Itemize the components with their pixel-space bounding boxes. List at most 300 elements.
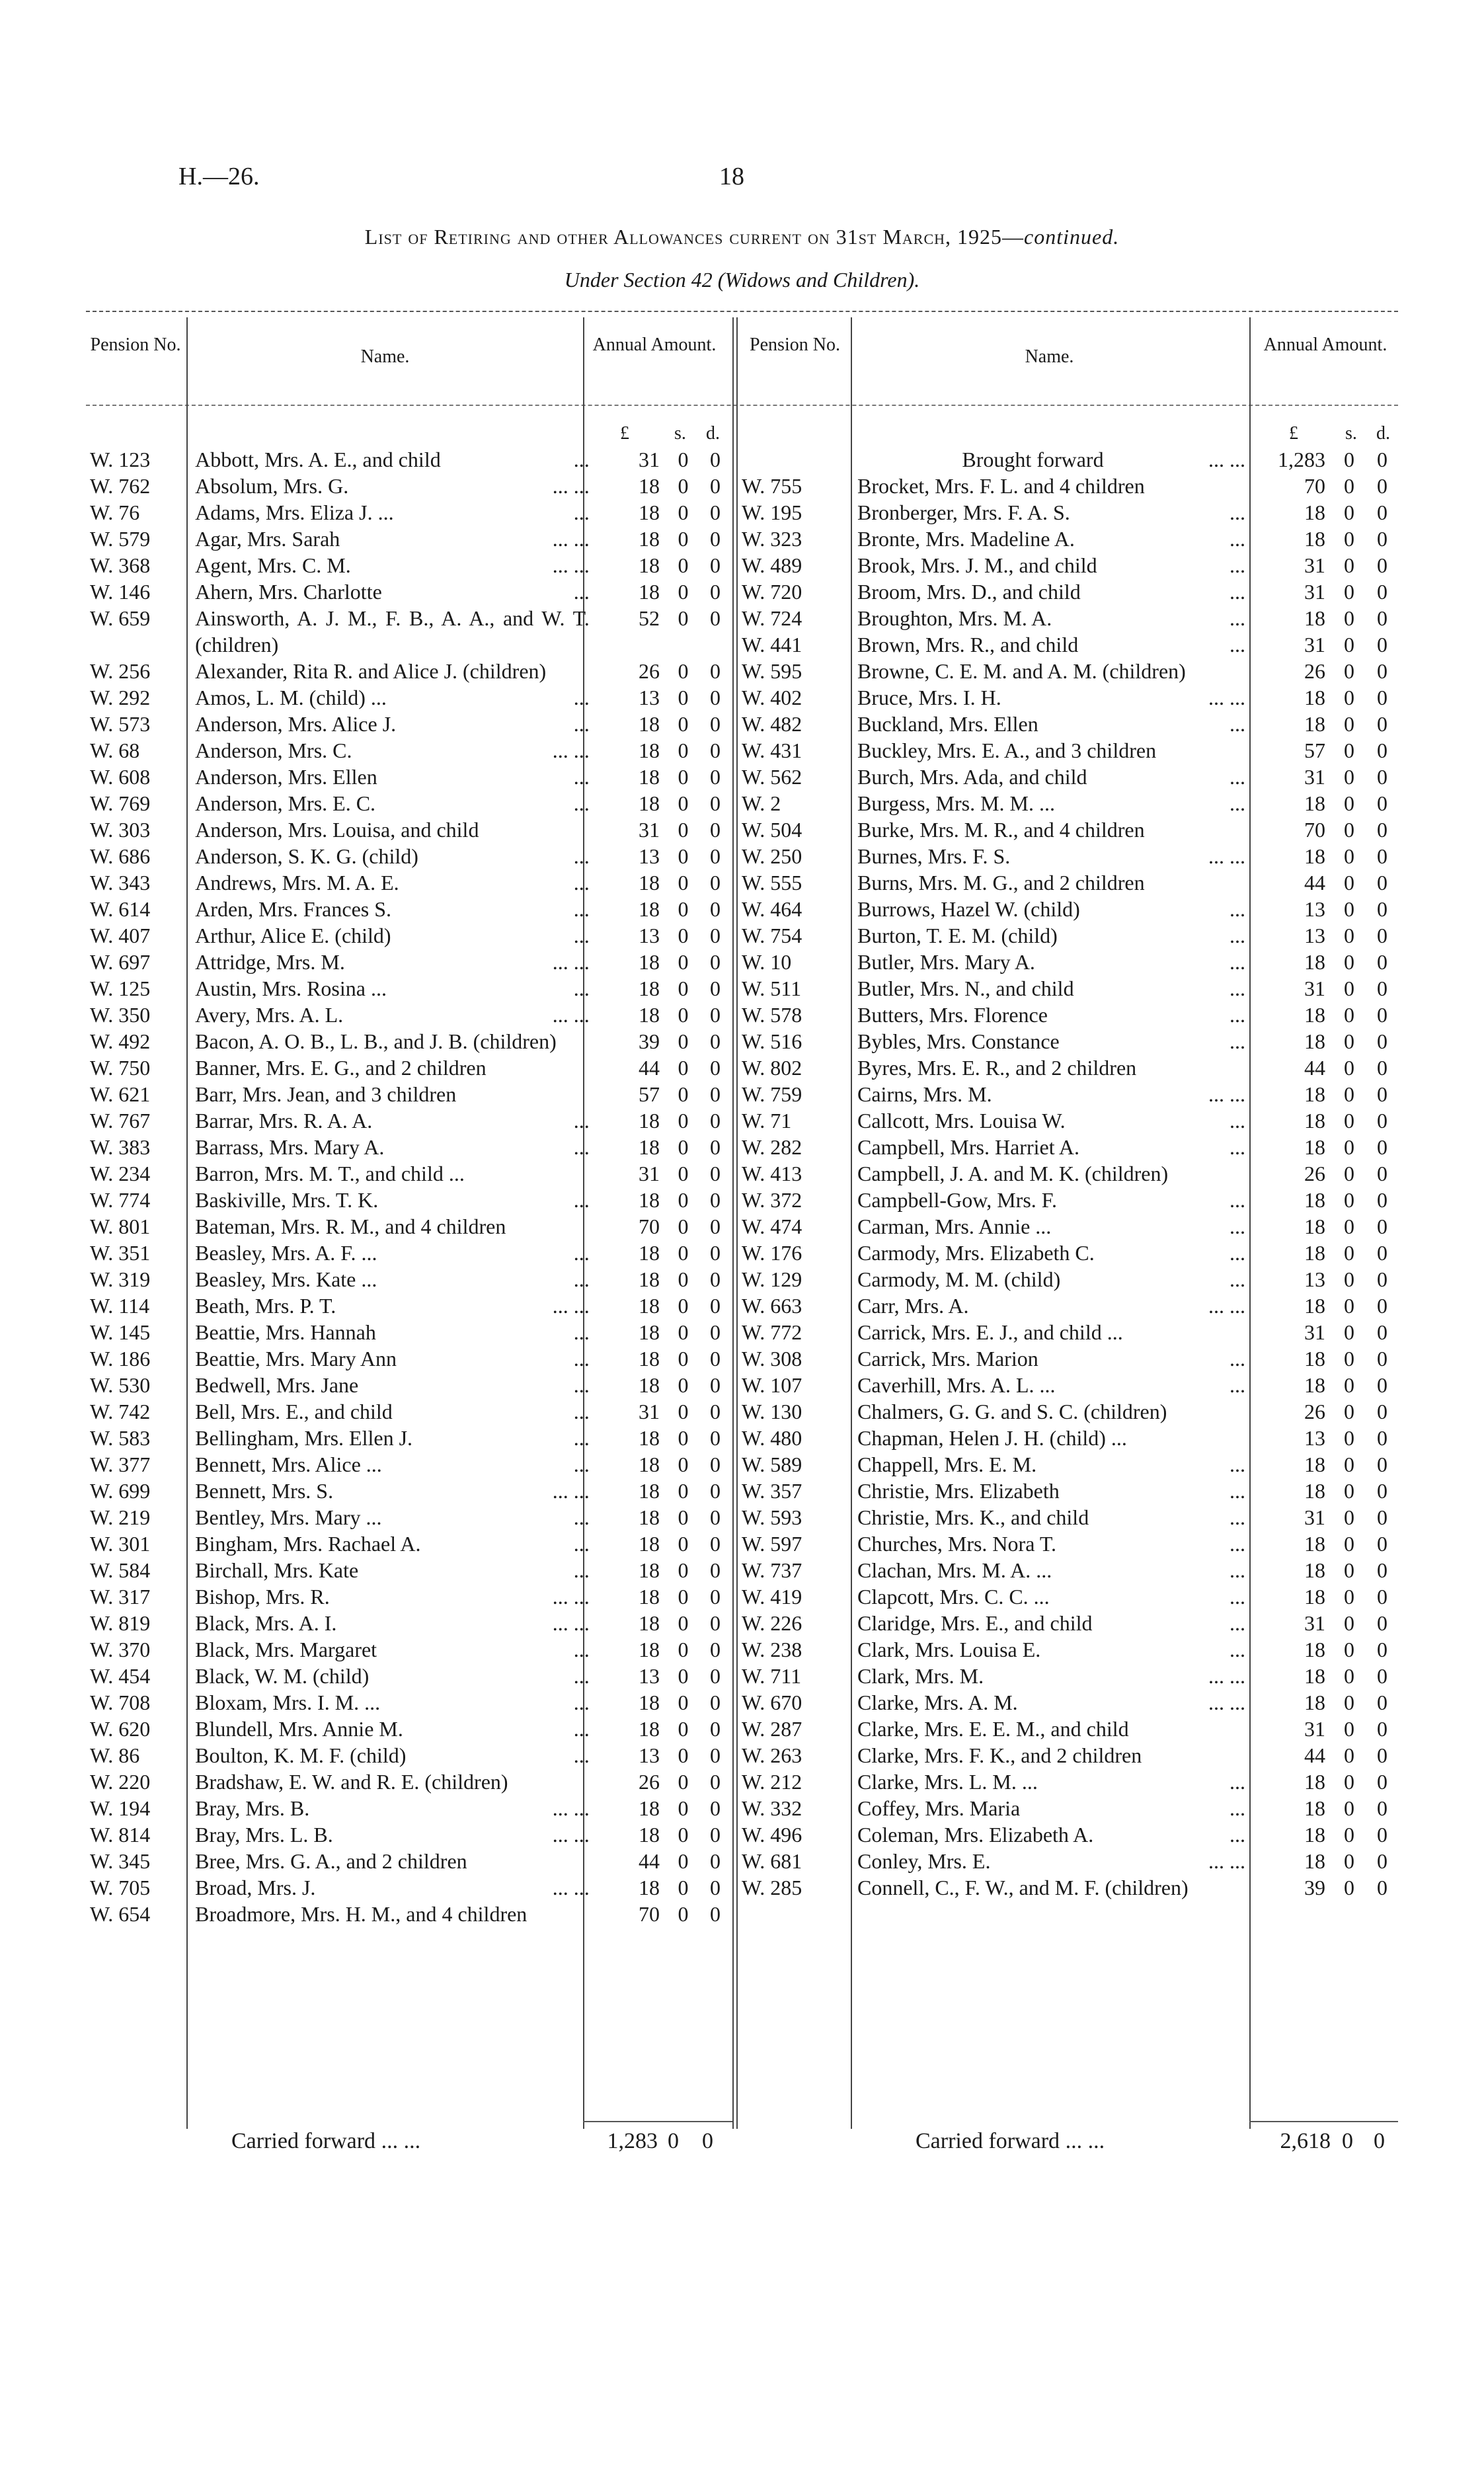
amount-pence: 0	[710, 1796, 721, 1820]
recipient-name: Barron, Mrs. M. T., and child ...	[195, 1162, 465, 1185]
amount-shillings: 0	[1344, 1003, 1354, 1027]
right-pence-header: d.	[1376, 423, 1390, 444]
leader-dots: ...	[573, 1558, 590, 1582]
pension-number: W. 516	[742, 1029, 802, 1053]
amount-shillings: 0	[678, 1188, 689, 1212]
pension-number: W. 145	[90, 1320, 151, 1344]
amount-pence: 0	[1377, 924, 1387, 947]
amount-shillings: 0	[678, 1214, 689, 1238]
amount-pounds: 13	[638, 686, 660, 709]
allowance-name	[188, 499, 594, 526]
allowance-name	[851, 1451, 1249, 1478]
pension-number: W. 621	[90, 1082, 151, 1106]
leader-dots: ...	[573, 686, 590, 709]
allowance-name	[188, 1425, 594, 1451]
table-row	[738, 1742, 1398, 1769]
recipient-name: Carrick, Mrs. E. J., and child ...	[857, 1320, 1123, 1344]
recipient-name: Bray, Mrs. L. B.	[195, 1823, 333, 1847]
amount-shillings: 0	[1344, 1585, 1354, 1609]
amount-pence: 0	[1377, 633, 1387, 657]
allowance-name	[851, 1425, 1249, 1451]
recipient-name: Black, Mrs. A. I.	[195, 1611, 337, 1635]
right-pension-header: Pension No.	[750, 335, 840, 355]
recipient-name: Bray, Mrs. B.	[195, 1796, 310, 1820]
amount-pence: 0	[1377, 1135, 1387, 1159]
table-row	[86, 1742, 730, 1769]
amount-pounds: 26	[1304, 1400, 1325, 1423]
amount-pence: 0	[1377, 1320, 1387, 1344]
leader-dots: ... ...	[552, 1003, 590, 1027]
amount-shillings: 0	[678, 1347, 689, 1371]
amount-pounds: 44	[638, 1849, 660, 1873]
table-row	[86, 1160, 730, 1187]
recipient-name: Ahern, Mrs. Charlotte	[195, 580, 382, 604]
allowance-name	[188, 869, 594, 896]
recipient-name: Banner, Mrs. E. G., and 2 children	[195, 1056, 487, 1080]
recipient-name: Alexander, Rita R. and Alice J. (children)	[195, 659, 547, 683]
amount-pence: 0	[710, 686, 721, 709]
amount-pounds: 52	[638, 606, 660, 630]
amount-pence: 0	[1377, 1347, 1387, 1371]
recipient-name: Bybles, Mrs. Constance	[857, 1029, 1060, 1053]
allowance-name	[851, 1081, 1249, 1107]
allowance-name	[188, 658, 594, 684]
amount-shillings: 0	[678, 765, 689, 789]
amount-pounds: 18	[638, 950, 660, 974]
recipient-name: Bishop, Mrs. R.	[195, 1585, 330, 1609]
amount-pence: 0	[1377, 1426, 1387, 1450]
recipient-name: Bronberger, Mrs. F. A. S.	[857, 500, 1070, 524]
recipient-name: Bedwell, Mrs. Jane	[195, 1373, 359, 1397]
amount-pounds: 70	[1304, 474, 1325, 498]
amount-shillings: 0	[1344, 527, 1354, 551]
amount-pounds: 31	[638, 448, 660, 471]
leader-dots: ...	[573, 871, 590, 895]
pension-number: W. 711	[742, 1664, 802, 1688]
pension-number: W. 670	[742, 1691, 802, 1714]
recipient-name: Broom, Mrs. D., and child	[857, 580, 1081, 604]
leader-dots: ... ...	[1208, 686, 1245, 709]
left-total-rule	[583, 2121, 732, 2122]
recipient-name: Bronte, Mrs. Madeline A.	[857, 527, 1075, 551]
leader-dots: ...	[573, 1743, 590, 1767]
amount-pence: 0	[1377, 1876, 1387, 1899]
table-row	[86, 1636, 730, 1663]
amount-pence: 0	[1377, 738, 1387, 762]
amount-pounds: 18	[638, 1558, 660, 1582]
allowance-name	[188, 737, 594, 764]
amount-pounds: 44	[1304, 871, 1325, 895]
allowance-name	[851, 1055, 1249, 1081]
allowance-name	[188, 1372, 594, 1398]
pension-number: W. 742	[90, 1400, 151, 1423]
pension-number: W. 489	[742, 553, 802, 577]
allowance-name	[188, 1134, 594, 1160]
amount-shillings: 0	[1344, 1426, 1354, 1450]
amount-pounds: 44	[638, 1056, 660, 1080]
recipient-name: Christie, Mrs. K., and child	[857, 1505, 1089, 1529]
pension-number: W. 350	[90, 1003, 151, 1027]
amount-pounds: 31	[638, 818, 660, 842]
amount-pounds: 18	[638, 1479, 660, 1503]
leader-dots: ...	[573, 976, 590, 1000]
allowance-name	[188, 1874, 594, 1901]
allowance-name	[188, 1689, 594, 1716]
recipient-name: Austin, Mrs. Rosina ...	[195, 976, 387, 1000]
amount-pounds: 18	[1304, 500, 1325, 524]
amount-shillings: 0	[678, 1691, 689, 1714]
leader-dots: ...	[573, 1505, 590, 1529]
allowance-name	[851, 1134, 1249, 1160]
allowance-name	[851, 1372, 1249, 1398]
table-row	[738, 949, 1398, 975]
amount-pence: 0	[1377, 1188, 1387, 1212]
table-row	[738, 1293, 1398, 1319]
table-row	[738, 526, 1398, 552]
recipient-name: Coffey, Mrs. Maria	[857, 1796, 1021, 1820]
allowance-name	[188, 1107, 594, 1134]
amount-pence: 0	[1377, 1585, 1387, 1609]
table-row	[86, 843, 730, 869]
amount-pence: 0	[710, 818, 721, 842]
brought-forward-label	[851, 446, 1249, 473]
section-subtitle: Under Section 42 (Widows and Children).	[564, 268, 920, 292]
amount-pence: 0	[1377, 1056, 1387, 1080]
allowance-name	[851, 1848, 1249, 1874]
allowance-name	[851, 975, 1249, 1002]
amount-pounds: 18	[638, 1453, 660, 1476]
allowance-name	[851, 684, 1249, 711]
table-row	[738, 1187, 1398, 1213]
leader-dots: ...	[573, 500, 590, 524]
amount-pence: 0	[710, 1003, 721, 1027]
amount-pounds: 31	[1304, 553, 1325, 577]
allowance-name	[188, 1160, 594, 1187]
pension-number: W. 317	[90, 1585, 151, 1609]
amount-pence: 0	[1377, 1082, 1387, 1106]
table-row	[86, 1504, 730, 1531]
recipient-name: Burrows, Hazel W. (child)	[857, 897, 1080, 921]
amount-pence: 0	[1377, 1294, 1387, 1318]
recipient-name: Churches, Mrs. Nora T.	[857, 1532, 1056, 1556]
amount-pence: 0	[710, 1453, 721, 1476]
allowance-name	[851, 1293, 1249, 1319]
amount-shillings: 0	[1344, 1558, 1354, 1582]
recipient-name: Bacon, A. O. B., L. B., and J. B. (children)	[195, 1029, 557, 1053]
table-row	[738, 578, 1398, 605]
pension-number: W. 579	[90, 527, 151, 551]
table-row	[738, 1451, 1398, 1478]
pension-number: W. 2	[742, 791, 781, 815]
amount-pence: 0	[710, 1902, 721, 1926]
recipient-name: Carr, Mrs. A.	[857, 1294, 969, 1318]
table-row	[86, 1293, 730, 1319]
pension-number: W. 351	[90, 1241, 151, 1265]
amount-pounds: 18	[638, 1003, 660, 1027]
amount-pounds: 18	[638, 1823, 660, 1847]
left-carried-forward-pounds: 1,283	[607, 2129, 658, 2153]
table-row	[86, 1610, 730, 1636]
amount-pence: 0	[710, 871, 721, 895]
amount-pounds: 18	[638, 527, 660, 551]
allowance-name	[188, 790, 594, 816]
table-row	[86, 1663, 730, 1689]
amount-pounds: 18	[638, 1532, 660, 1556]
amount-pounds: 18	[1304, 527, 1325, 551]
allowance-name	[188, 1795, 594, 1821]
recipient-name: Barr, Mrs. Jean, and 3 children	[195, 1082, 457, 1106]
leader-dots: ... ...	[1208, 448, 1245, 471]
leader-dots: ...	[1230, 897, 1245, 921]
amount-pounds: 31	[1304, 580, 1325, 604]
amount-shillings: 0	[678, 1162, 689, 1185]
table-row	[738, 869, 1398, 896]
leader-dots: ... ...	[1208, 1691, 1245, 1714]
pension-number: W. 86	[90, 1743, 140, 1767]
amount-pence: 0	[1377, 686, 1387, 709]
amount-pence: 0	[710, 1876, 721, 1899]
amount-shillings: 0	[678, 1135, 689, 1159]
amount-pounds: 18	[1304, 1558, 1325, 1582]
pension-number: W. 372	[742, 1188, 802, 1212]
allowance-name	[851, 473, 1249, 499]
allowance-name	[851, 578, 1249, 605]
table-row	[86, 1795, 730, 1821]
table-row	[738, 1663, 1398, 1689]
recipient-name: Bingham, Mrs. Rachael A.	[195, 1532, 421, 1556]
recipient-name: Christie, Mrs. Elizabeth	[857, 1479, 1060, 1503]
amount-pence: 0	[710, 738, 721, 762]
pension-number: W. 234	[90, 1162, 151, 1185]
amount-pounds: 13	[638, 844, 660, 868]
leader-dots: ... ...	[552, 1823, 590, 1847]
table-row	[86, 1107, 730, 1134]
amount-shillings: 0	[1344, 1479, 1354, 1503]
allowance-name	[851, 1504, 1249, 1531]
amount-pounds: 18	[1304, 1347, 1325, 1371]
amount-shillings: 0	[678, 1902, 689, 1926]
amount-pence: 0	[710, 791, 721, 815]
leader-dots: ...	[1230, 1347, 1245, 1371]
pension-number: W. 146	[90, 580, 151, 604]
pension-number: W. 194	[90, 1796, 151, 1820]
leader-dots: ...	[1230, 1796, 1245, 1820]
amount-shillings: 0	[1344, 1532, 1354, 1556]
pension-number: W. 724	[742, 606, 802, 630]
right-allowance-table	[738, 446, 1398, 1901]
amount-shillings: 0	[1344, 765, 1354, 789]
leader-dots: ... ...	[552, 553, 590, 577]
amount-shillings: 0	[1344, 818, 1354, 842]
amount-pence: 0	[1377, 474, 1387, 498]
table-row	[738, 1425, 1398, 1451]
amount-pence: 0	[1377, 871, 1387, 895]
pension-number: W. 814	[90, 1823, 151, 1847]
allowance-name	[851, 1716, 1249, 1742]
right-amount-header: Annual Amount.	[1263, 335, 1387, 355]
leader-dots: ...	[573, 765, 590, 789]
amount-pounds: 18	[1304, 1294, 1325, 1318]
recipient-name: Clarke, Mrs. E. E. M., and child	[857, 1717, 1129, 1741]
pension-number: W. 767	[90, 1109, 151, 1133]
table-row	[738, 1716, 1398, 1742]
recipient-name: Bradshaw, E. W. and R. E. (children)	[195, 1770, 508, 1794]
amount-shillings: 0	[678, 1558, 689, 1582]
allowance-name	[851, 1821, 1249, 1848]
amount-pounds: 26	[638, 659, 660, 683]
amount-pounds: 26	[638, 1770, 660, 1794]
amount-pence: 0	[710, 1214, 721, 1238]
amount-pounds: 18	[1304, 1823, 1325, 1847]
leader-dots: ...	[1230, 1241, 1245, 1265]
pension-number: W. 125	[90, 976, 151, 1000]
leader-dots: ... ...	[552, 1294, 590, 1318]
amount-shillings: 0	[678, 924, 689, 947]
amount-pence: 0	[710, 1373, 721, 1397]
amount-shillings: 0	[1344, 1214, 1354, 1238]
leader-dots: ...	[1230, 1003, 1245, 1027]
amount-pounds: 18	[1304, 1029, 1325, 1053]
amount-pounds: 70	[638, 1902, 660, 1926]
pension-number: W. 819	[90, 1611, 151, 1635]
pension-number: W. 130	[742, 1400, 802, 1423]
pension-number: W. 593	[742, 1505, 802, 1529]
amount-pence: 0	[710, 1691, 721, 1714]
table-row	[738, 1848, 1398, 1874]
amount-shillings: 0	[678, 1320, 689, 1344]
recipient-name: Connell, C., F. W., and M. F. (children)	[857, 1876, 1189, 1899]
amount-pounds: 31	[1304, 1505, 1325, 1529]
amount-shillings: 0	[678, 580, 689, 604]
allowance-name	[851, 1689, 1249, 1716]
allowance-name	[851, 658, 1249, 684]
recipient-name: Anderson, Mrs. C.	[195, 738, 352, 762]
amount-pounds: 13	[1304, 924, 1325, 947]
amount-pence: 0	[710, 1294, 721, 1318]
allowance-name	[188, 949, 594, 975]
allowance-name	[851, 1795, 1249, 1821]
table-row	[738, 684, 1398, 711]
amount-shillings: 0	[1344, 1876, 1354, 1899]
allowance-name	[188, 1187, 594, 1213]
allowance-name	[188, 1266, 594, 1293]
amount-pounds: 13	[1304, 897, 1325, 921]
amount-shillings: 0	[1344, 1453, 1354, 1476]
amount-shillings: 0	[678, 818, 689, 842]
amount-pence: 0	[710, 1347, 721, 1371]
amount-pence: 0	[1377, 1691, 1387, 1714]
table-row	[86, 473, 730, 499]
left-name-header: Name.	[360, 346, 410, 367]
allowance-name	[188, 1557, 594, 1583]
amount-pounds: 18	[1304, 1770, 1325, 1794]
recipient-name: Adams, Mrs. Eliza J. ...	[195, 500, 394, 524]
table-row	[738, 1213, 1398, 1240]
amount-pounds: 18	[638, 1717, 660, 1741]
leader-dots: ...	[1230, 1532, 1245, 1556]
amount-pounds: 18	[638, 1347, 660, 1371]
amount-pounds: 18	[638, 1638, 660, 1661]
allowance-name	[851, 1663, 1249, 1689]
recipient-name: Baskiville, Mrs. T. K.	[195, 1188, 379, 1212]
recipient-name: Campbell, Mrs. Harriet A.	[857, 1135, 1079, 1159]
amount-pence: 0	[1377, 1770, 1387, 1794]
amount-shillings: 0	[1344, 1241, 1354, 1265]
pension-number: W. 431	[742, 738, 802, 762]
table-row	[738, 1002, 1398, 1028]
table-row	[86, 684, 730, 711]
amount-pence: 0	[710, 1585, 721, 1609]
amount-shillings: 0	[1344, 1823, 1354, 1847]
leader-dots: ...	[573, 580, 590, 604]
allowance-name	[188, 1663, 594, 1689]
amount-pence: 0	[1377, 553, 1387, 577]
pension-number: W. 511	[742, 976, 802, 1000]
amount-pence: 0	[1377, 1611, 1387, 1635]
table-row	[738, 631, 1398, 658]
pension-number: W. 413	[742, 1162, 802, 1185]
amount-pounds: 26	[1304, 1162, 1325, 1185]
leader-dots: ...	[1230, 712, 1245, 736]
table-row	[738, 843, 1398, 869]
allowance-name	[188, 1002, 594, 1028]
table-row	[738, 1531, 1398, 1557]
pension-number: W. 301	[90, 1532, 151, 1556]
amount-pounds: 18	[1304, 791, 1325, 815]
allowance-name	[851, 1742, 1249, 1769]
brought-forward-pence: 0	[1377, 448, 1387, 471]
pension-number: W. 71	[742, 1109, 792, 1133]
table-row	[86, 1821, 730, 1848]
allowance-name	[851, 1874, 1249, 1901]
amount-pence: 0	[710, 1849, 721, 1873]
pension-number: W. 573	[90, 712, 151, 736]
amount-pounds: 18	[638, 1505, 660, 1529]
recipient-name: Burns, Mrs. M. G., and 2 children	[857, 871, 1145, 895]
allowance-name	[851, 1345, 1249, 1372]
table-row	[738, 1636, 1398, 1663]
table-row	[86, 578, 730, 605]
leader-dots: ...	[573, 1691, 590, 1714]
brought-forward-shillings: 0	[1344, 448, 1354, 471]
amount-shillings: 0	[1344, 686, 1354, 709]
amount-pounds: 39	[638, 1029, 660, 1053]
amount-pence: 0	[1377, 1638, 1387, 1661]
table-row	[86, 1848, 730, 1874]
allowance-name	[851, 1213, 1249, 1240]
table-row	[738, 1821, 1398, 1848]
leader-dots: ...	[573, 1453, 590, 1476]
amount-pounds: 18	[1304, 1214, 1325, 1238]
pension-number: W. 530	[90, 1373, 151, 1397]
table-row	[738, 1107, 1398, 1134]
recipient-name: Cairns, Mrs. M.	[857, 1082, 992, 1106]
allowance-name	[188, 1848, 594, 1874]
amount-pence: 0	[710, 1717, 721, 1741]
table-row	[86, 1531, 730, 1557]
amount-shillings: 0	[1344, 1056, 1354, 1080]
amount-pounds: 18	[638, 474, 660, 498]
allowance-name	[851, 1002, 1249, 1028]
amount-pounds: 18	[638, 1320, 660, 1344]
leader-dots: ... ...	[1208, 1849, 1245, 1873]
amount-pence: 0	[1377, 818, 1387, 842]
pension-number: W. 370	[90, 1638, 151, 1661]
amount-pence: 0	[1377, 1400, 1387, 1423]
pension-number: W. 441	[742, 633, 802, 657]
amount-shillings: 0	[1344, 1135, 1354, 1159]
amount-pounds: 18	[1304, 1003, 1325, 1027]
